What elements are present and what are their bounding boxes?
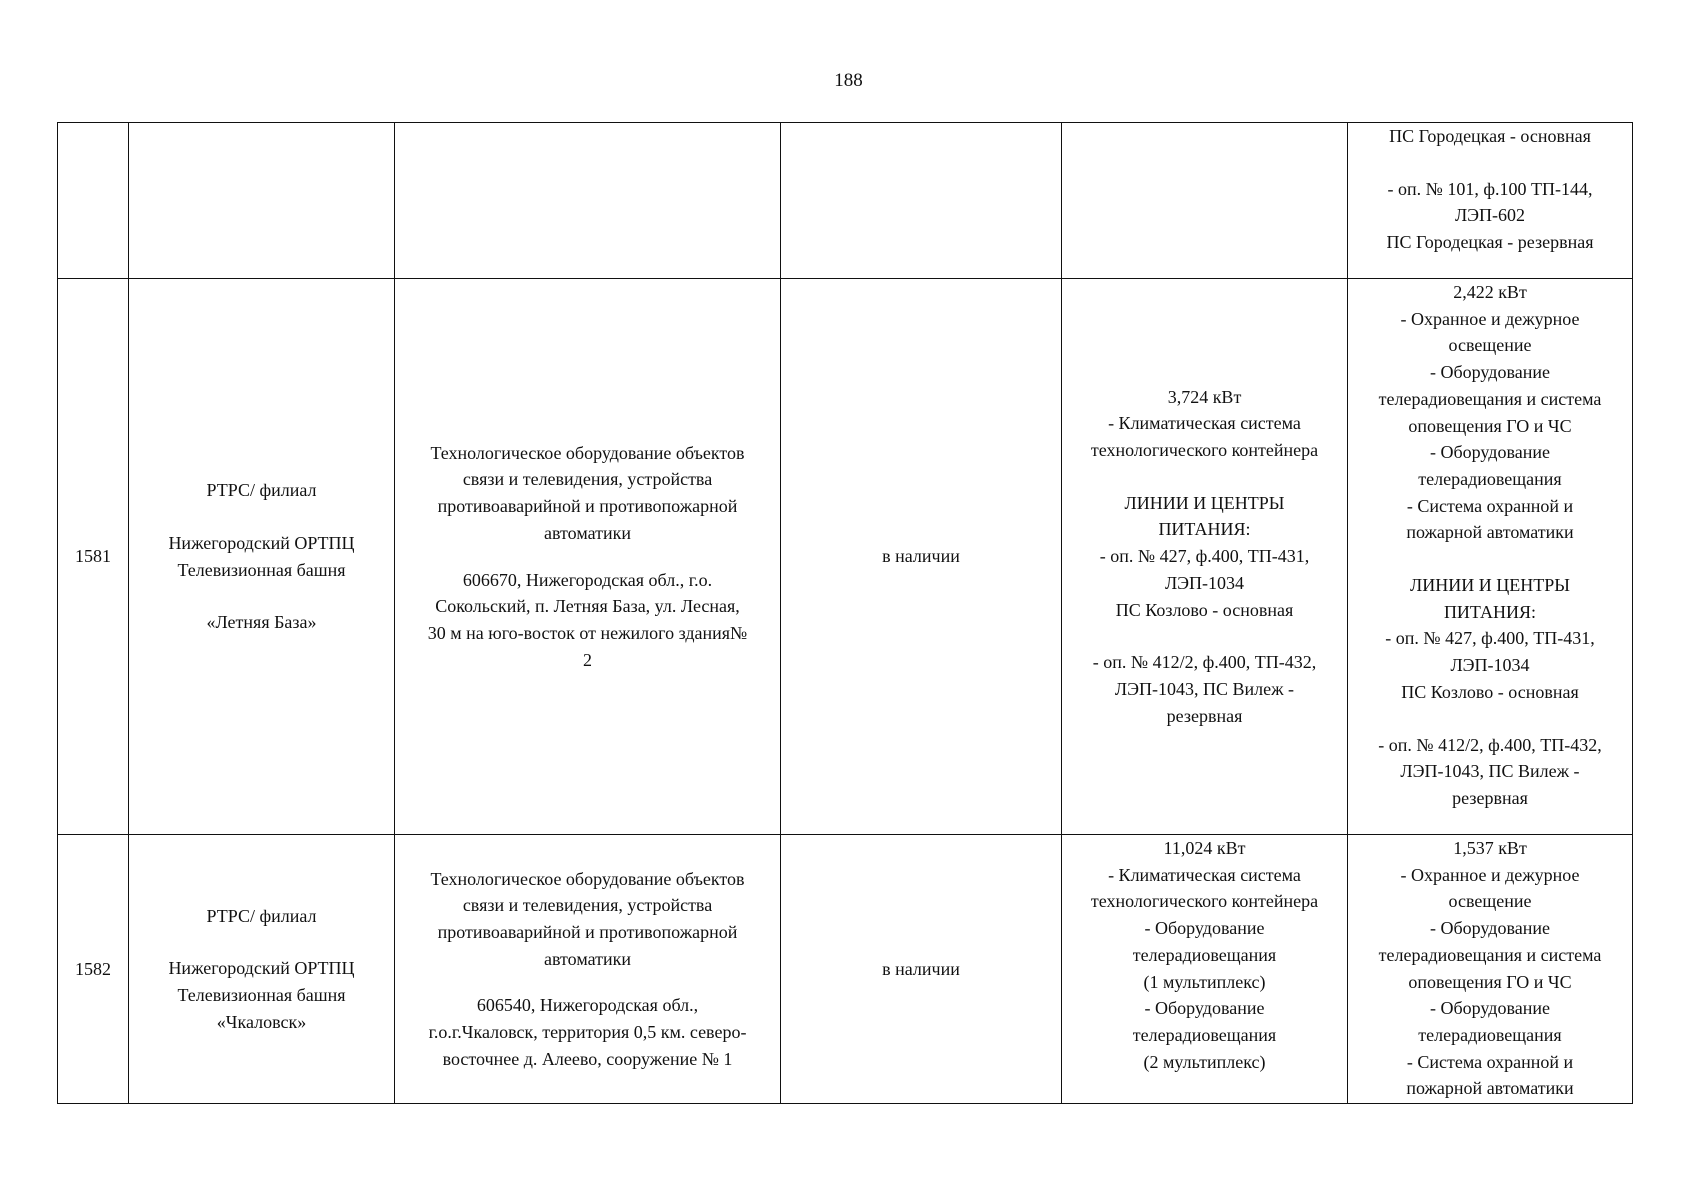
text-line: 3,724 кВт [1167, 386, 1242, 407]
text-line: телерадиовещания [1418, 1024, 1562, 1045]
text-line: освещение [1448, 891, 1532, 912]
cell-status [781, 123, 1062, 279]
text-line: телерадиовещания и система [1378, 388, 1602, 409]
text-line: г.о.г.Чкаловск, территория 0,5 км. северо- [428, 1022, 747, 1043]
text-line: - Система охранной и [1406, 495, 1574, 516]
text-line: - Охранное и дежурное [1400, 864, 1580, 885]
text-line: ПС Козлово - основная [1115, 599, 1294, 620]
page-number: 188 [834, 70, 863, 91]
cell-power-main [1062, 279, 1348, 835]
text-line: пожарной автоматики [1406, 522, 1574, 543]
text-line: - Оборудование [1144, 998, 1265, 1019]
text-line: резервная [1452, 787, 1528, 808]
text-line: 2,422 кВт [1453, 282, 1527, 302]
text-line: связи и телевидения, устройства [462, 469, 713, 490]
data-table [57, 122, 1633, 1104]
text-line: ЛИНИИ И ЦЕНТРЫ [1410, 575, 1570, 596]
text-line: «Чкаловск» [216, 1011, 307, 1032]
text-line: Телевизионная башня [177, 985, 346, 1005]
text-line: РТРС/ филиал [206, 905, 317, 926]
text-line: - оп. № 427, ф.400, ТП-431, [1385, 628, 1595, 649]
text-line: резервная [1166, 705, 1243, 726]
text-line: ЛЭП-1043, ПС Вилеж - [1114, 678, 1295, 699]
cell-equipment [395, 123, 781, 279]
cell-power-backup [1348, 279, 1633, 835]
text-line: - оп. № 412/2, ф.400, ТП-432, [1378, 734, 1602, 755]
text-line: оповещения ГО и ЧС [1408, 971, 1572, 992]
text-line: - оп. № 101, ф.100 ТП-144, [1387, 178, 1593, 199]
text-line: телерадиовещания и система [1378, 944, 1602, 965]
text-line: 30 м на юго-восток от нежилого здания№ [427, 622, 748, 643]
text-line: - Климатическая система [1108, 864, 1301, 885]
text-line: технологического контейнера [1090, 440, 1319, 461]
text-line: - Оборудование [1144, 918, 1265, 939]
text-line: 2 [583, 649, 592, 670]
cell-power-backup [1348, 123, 1633, 279]
text-line: телерадиовещания [1418, 468, 1562, 489]
table-row-continuation [58, 123, 1633, 279]
text-line: - Система охранной и [1406, 1051, 1574, 1072]
text-line: телерадиовещания [1132, 944, 1277, 965]
text-line: ПС Городецкая - основная [1389, 126, 1591, 146]
text-line: (2 мультиплекс) [1143, 1051, 1266, 1072]
text-line: автоматики [544, 522, 631, 543]
text-line: ЛИНИИ И ЦЕНТРЫ [1124, 492, 1285, 513]
text-line: - оп. № 412/2, ф.400, ТП-432, [1092, 652, 1317, 673]
cell-status: в наличии [781, 279, 1062, 835]
text-line: восточнее д. Алеево, сооружение № 1 [442, 1048, 733, 1069]
text-line: ПИТАНИЯ: [1443, 601, 1537, 622]
text-line: ЛЭП-602 [1454, 205, 1526, 226]
text-line: ПИТАНИЯ: [1158, 519, 1251, 540]
text-line: - Оборудование [1430, 918, 1550, 939]
text-line: Технологическое оборудование объектов [430, 442, 745, 463]
cell-power-backup [1348, 835, 1633, 1104]
text-line: 606540, Нижегородская обл., [476, 995, 699, 1016]
text-line: - Охранное и дежурное [1400, 308, 1580, 329]
cell-equipment [395, 835, 781, 1104]
text-line: противоаварийной и противопожарной [437, 496, 738, 517]
cell-status: в наличии [781, 835, 1062, 1104]
text-line: Сокольский, п. Летняя База, ул. Лесная, [435, 596, 740, 617]
table-row-1582 [58, 835, 1633, 1104]
text-line: пожарной автоматики [1406, 1078, 1574, 1099]
text-line: Технологическое оборудование объектов [430, 868, 745, 889]
cell-power-main [1062, 123, 1348, 279]
text-line: 11,024 кВт [1163, 838, 1246, 858]
text-line: ЛЭП-1034 [1164, 572, 1245, 593]
text-line: ПС Козлово - основная [1401, 681, 1579, 702]
cell-equipment [395, 279, 781, 835]
text-line: противоаварийной и противопожарной [437, 921, 738, 942]
text-line: освещение [1448, 335, 1532, 356]
text-line: Телевизионная башня [177, 559, 346, 580]
text-line: - Оборудование [1430, 442, 1550, 463]
table-row-1581 [58, 279, 1633, 835]
cell-number: 1582 [58, 835, 129, 1104]
cell-organization [129, 279, 395, 835]
cell-organization [129, 123, 395, 279]
text-line: Нижегородский ОРТПЦ [168, 532, 355, 553]
text-line: ЛЭП-1043, ПС Вилеж - [1400, 761, 1580, 782]
text-line: телерадиовещания [1132, 1024, 1277, 1045]
cell-number: 1581 [58, 279, 129, 835]
text-line: РТРС/ филиал [206, 480, 317, 501]
text-line: (1 мультиплекс) [1143, 971, 1266, 992]
text-line: ПС Городецкая - резервная [1386, 232, 1594, 253]
text-line: автоматики [544, 948, 631, 969]
text-line: оповещения ГО и ЧС [1408, 415, 1572, 436]
text-line: 1,537 кВт [1453, 838, 1527, 858]
text-line: - Оборудование [1430, 362, 1550, 383]
text-line: - Оборудование [1430, 998, 1550, 1019]
text-line: - Климатическая система [1108, 413, 1301, 434]
cell-power-main [1062, 835, 1348, 1104]
text-line: ЛЭП-1034 [1450, 655, 1530, 676]
text-line: технологического контейнера [1090, 891, 1319, 912]
cell-number [58, 123, 129, 279]
text-line: - оп. № 427, ф.400, ТП-431, [1099, 546, 1310, 567]
text-line: Нижегородский ОРТПЦ [168, 958, 355, 979]
text-line: «Летняя База» [206, 612, 317, 633]
cell-organization [129, 835, 395, 1104]
text-line: связи и телевидения, устройства [462, 895, 713, 916]
text-line: 606670, Нижегородская обл., г.о. [462, 569, 713, 590]
